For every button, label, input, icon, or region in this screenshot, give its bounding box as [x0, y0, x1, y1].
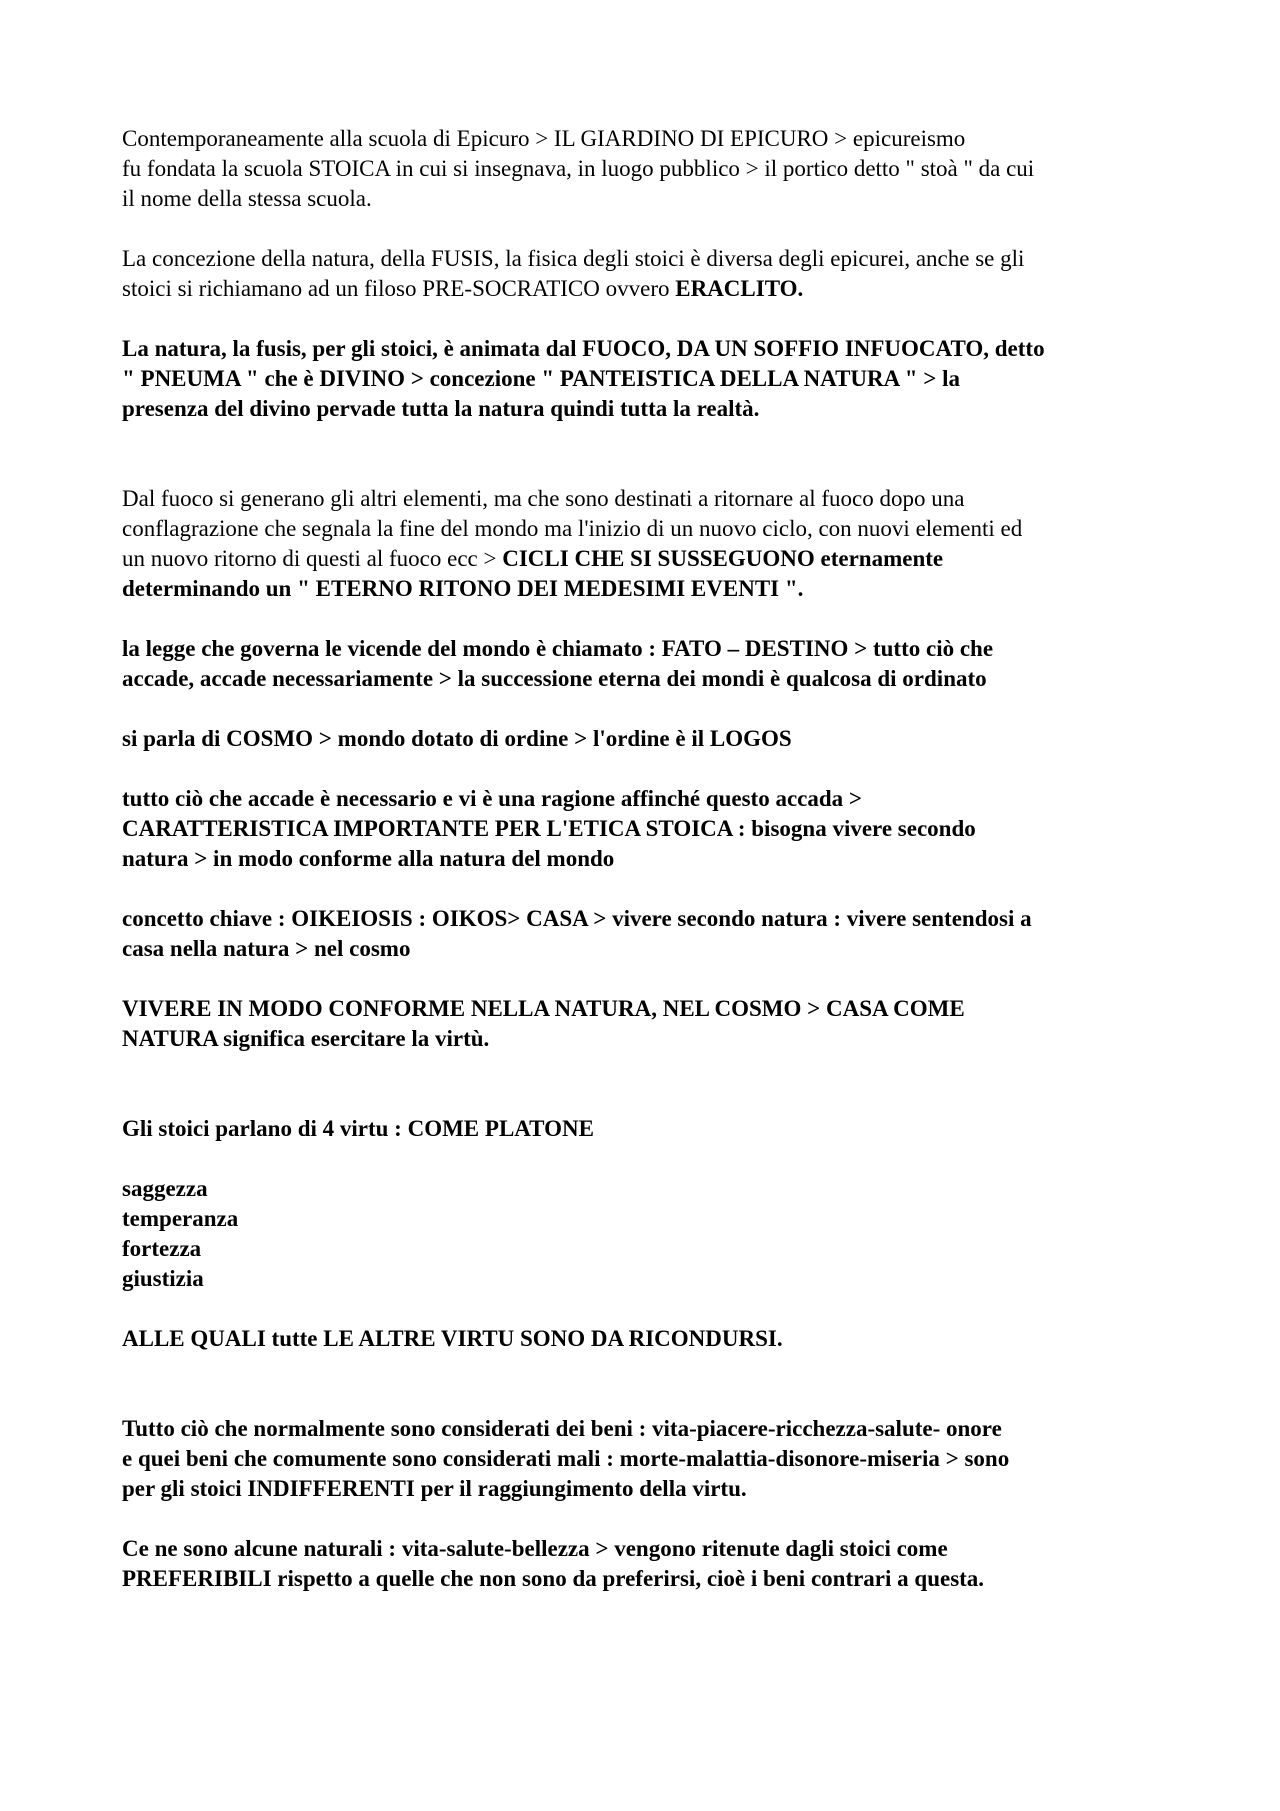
text-line [122, 904, 1172, 934]
text-run: Dal fuoco si generano gli altri elementi, ma che sono destinati a ritornare al fuoco dopo una [122, 486, 965, 511]
text-line [122, 1024, 1172, 1054]
text-line [122, 664, 1172, 694]
text-line [122, 394, 1172, 424]
bold-text: accade, accade necessariamente > la successione eterna dei mondi è qualcosa di ordinato [122, 666, 987, 691]
paragraph [122, 784, 1172, 874]
bold-text: CARATTERISTICA IMPORTANTE PER L'ETICA STOICA : bisogna vivere secondo [122, 816, 976, 841]
bold-text: saggezza [122, 1176, 208, 1201]
text-line [122, 574, 1172, 604]
bold-text: natura > in modo conforme alla natura del mondo [122, 846, 615, 871]
text-line [122, 1204, 1172, 1234]
bold-text: giustizia [122, 1266, 204, 1291]
text-line [122, 1474, 1172, 1504]
text-line [122, 784, 1172, 814]
paragraph [122, 1324, 1172, 1354]
bold-text: ALLE QUALI tutte LE ALTRE VIRTU SONO DA RICONDURSI. [122, 1326, 783, 1351]
text-line [122, 124, 1172, 154]
text-run: Contemporaneamente alla scuola di Epicuro > IL GIARDINO DI EPICURO > epicureismo [122, 126, 966, 151]
text-line [122, 1414, 1172, 1444]
bold-text: temperanza [122, 1206, 239, 1231]
bold-text: determinando un " ETERNO RITONO DEI MEDESIMI EVENTI ". [122, 576, 804, 601]
bold-text: si parla di COSMO > mondo dotato di ordine > l'ordine è il LOGOS [122, 726, 792, 751]
bold-text: PREFERIBILI rispetto a quelle che non sono da preferirsi, cioè i beni contrari a questa. [122, 1566, 985, 1591]
paragraph [122, 484, 1172, 604]
bold-text: " PNEUMA " che è DIVINO > concezione " PANTEISTICA DELLA NATURA " > la [122, 366, 961, 391]
text-line [122, 634, 1172, 664]
text-run: fu fondata la scuola STOICA in cui si insegnava, in luogo pubblico > il portico detto " stoà " da cui [122, 156, 1035, 181]
bold-text: presenza del divino pervade tutta la natura quindi tutta la realtà. [122, 396, 760, 421]
bold-text: Gli stoici parlano di 4 virtu : COME PLATONE [122, 1116, 594, 1141]
bold-text: NATURA significa esercitare la virtù. [122, 1026, 490, 1051]
text-line [122, 334, 1172, 364]
text-line [122, 1534, 1172, 1564]
text-line [122, 1174, 1172, 1204]
text-run: il nome della stessa scuola. [122, 186, 372, 211]
paragraph [122, 1174, 1172, 1294]
text-line [122, 484, 1172, 514]
paragraph [122, 124, 1172, 214]
text-line [122, 274, 1172, 304]
text-line [122, 184, 1172, 214]
paragraph [122, 904, 1172, 964]
text-line [122, 154, 1172, 184]
paragraph [122, 1414, 1172, 1504]
bold-text: la legge che governa le vicende del mondo è chiamato : FATO – DESTINO > tutto ciò che [122, 636, 994, 661]
text-line [122, 364, 1172, 394]
text-line [122, 844, 1172, 874]
bold-text: concetto chiave : OIKEIOSIS : OIKOS> CASA > vivere secondo natura : vivere sentendosi a [122, 906, 1032, 931]
bold-text: La natura, la fusis, per gli stoici, è animata dal FUOCO, DA UN SOFFIO INFUOCATO, detto [122, 336, 1045, 361]
text-line [122, 514, 1172, 544]
bold-text: ERACLITO. [675, 276, 804, 301]
bold-text: casa nella natura > nel cosmo [122, 936, 411, 961]
text-run: La concezione della natura, della FUSIS, la fisica degli stoici è diversa degli epicurei, anche se gli [122, 246, 1025, 271]
paragraph [122, 1534, 1172, 1594]
paragraph [122, 724, 1172, 754]
paragraph [122, 244, 1172, 304]
bold-text: per gli stoici INDIFFERENTI per il raggiungimento della virtu. [122, 1476, 747, 1501]
bold-text: Ce ne sono alcune naturali : vita-salute-bellezza > vengono ritenute dagli stoici come [122, 1536, 948, 1561]
text-line [122, 994, 1172, 1024]
text-line [122, 814, 1172, 844]
text-line [122, 544, 1172, 574]
text-run: un nuovo ritorno di questi al fuoco ecc > [122, 546, 503, 571]
text-run: stoici si richiamano ad un filoso PRE-SOCRATICO ovvero [122, 276, 676, 301]
paragraph [122, 634, 1172, 694]
text-line [122, 1324, 1172, 1354]
bold-text: VIVERE IN MODO CONFORME NELLA NATURA, NEL COSMO > CASA COME [122, 996, 965, 1021]
text-line [122, 244, 1172, 274]
bold-text: tutto ciò che accade è necessario e vi è una ragione affinché questo accada > [122, 786, 863, 811]
text-line [122, 934, 1172, 964]
text-line [122, 1264, 1172, 1294]
document-body [122, 124, 1172, 1594]
text-line [122, 1564, 1172, 1594]
paragraph [122, 994, 1172, 1054]
bold-text: e quei beni che comumente sono considerati mali : morte-malattia-disonore-miseria > sono [122, 1446, 1010, 1471]
text-line [122, 724, 1172, 754]
bold-text: Tutto ciò che normalmente sono considerati dei beni : vita-piacere-ricchezza-salute- onore [122, 1416, 1002, 1441]
text-line [122, 1444, 1172, 1474]
text-line [122, 1114, 1172, 1144]
text-run: conflagrazione che segnala la fine del mondo ma l'inizio di un nuovo ciclo, con nuovi elementi ed [122, 516, 1023, 541]
bold-text: fortezza [122, 1236, 202, 1261]
text-line [122, 1234, 1172, 1264]
bold-text: CICLI CHE SI SUSSEGUONO eternamente [502, 546, 944, 571]
paragraph [122, 334, 1172, 424]
paragraph [122, 1114, 1172, 1144]
